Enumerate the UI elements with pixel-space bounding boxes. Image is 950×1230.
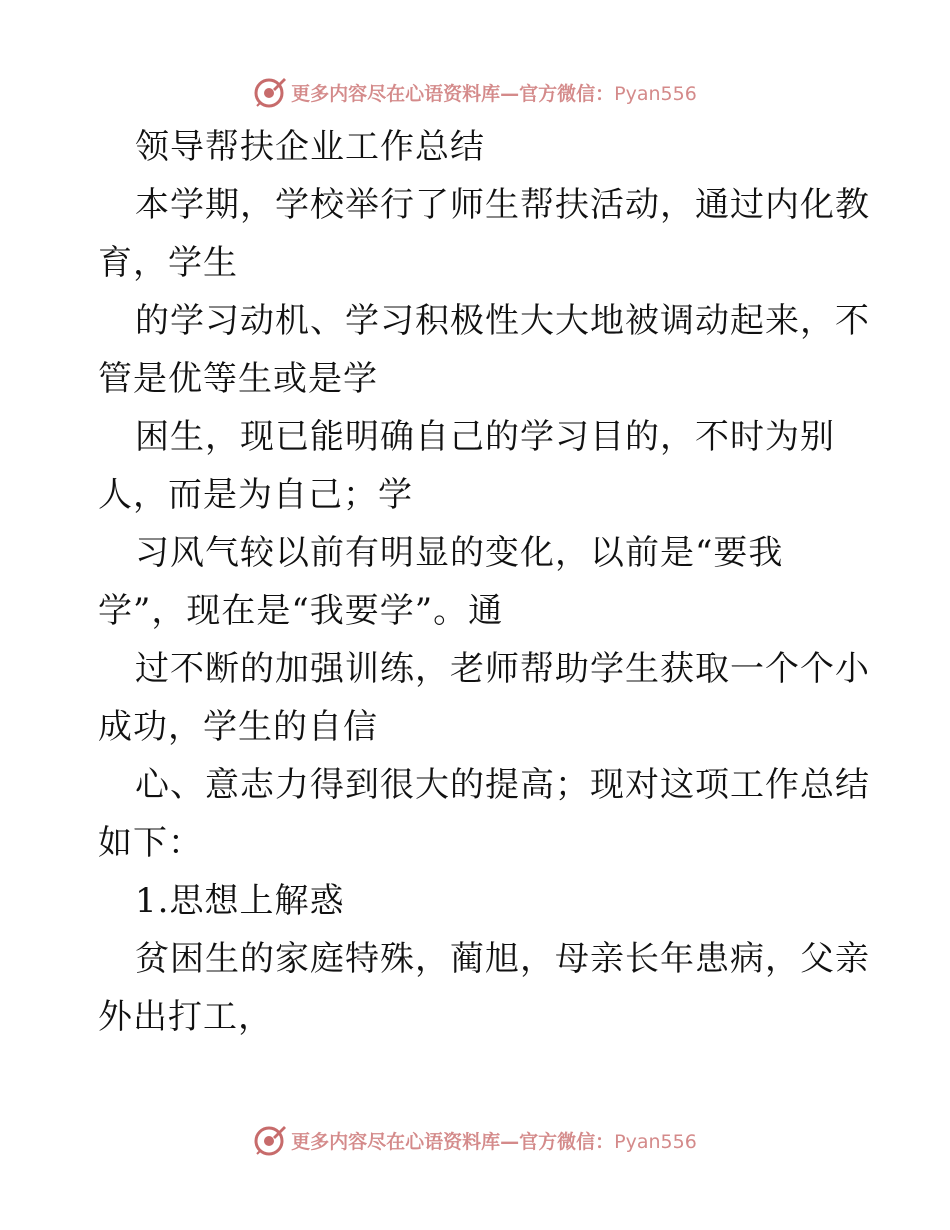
quill-seal-icon xyxy=(253,75,287,109)
paragraph-line: 外出打工， xyxy=(98,997,273,1037)
paragraph-line: 成功，学生的自信 xyxy=(98,707,378,747)
section-heading: 1.思想上解惑 xyxy=(135,881,345,921)
paragraph-line: 心、意志力得到很大的提高；现对这项工作总结 xyxy=(135,765,870,805)
paragraph-line: 学”，现在是“我要学”。通 xyxy=(98,591,504,631)
paragraph-line: 困生，现已能明确自己的学习目的，不时为别 xyxy=(135,417,835,457)
paragraph-line: 的学习动机、学习积极性大大地被调动起来，不 xyxy=(135,301,870,341)
quill-seal-icon xyxy=(253,1123,287,1157)
watermark-text: 更多内容尽在心语资料库—官方微信：Pyan556 xyxy=(291,1130,697,1153)
paragraph-line: 如下： xyxy=(98,823,203,863)
footer-watermark xyxy=(0,1120,950,1160)
header-watermark xyxy=(0,72,950,112)
paragraph-line: 本学期，学校举行了师生帮扶活动，通过内化教 xyxy=(135,185,870,225)
paragraph-line: 贫困生的家庭特殊，蔺旭，母亲长年患病，父亲 xyxy=(135,939,870,979)
paragraph-line: 育，学生 xyxy=(98,243,238,283)
paragraph-line: 人，而是为自己；学 xyxy=(98,475,413,515)
watermark-text: 更多内容尽在心语资料库—官方微信：Pyan556 xyxy=(291,82,697,105)
paragraph-line: 管是优等生或是学 xyxy=(98,359,378,399)
paragraph-line: 习风气较以前有明显的变化，以前是“要我 xyxy=(135,533,784,573)
document-body xyxy=(98,118,870,1046)
paragraph-line: 过不断的加强训练，老师帮助学生获取一个个小 xyxy=(135,649,870,689)
document-title: 领导帮扶企业工作总结 xyxy=(135,127,485,167)
